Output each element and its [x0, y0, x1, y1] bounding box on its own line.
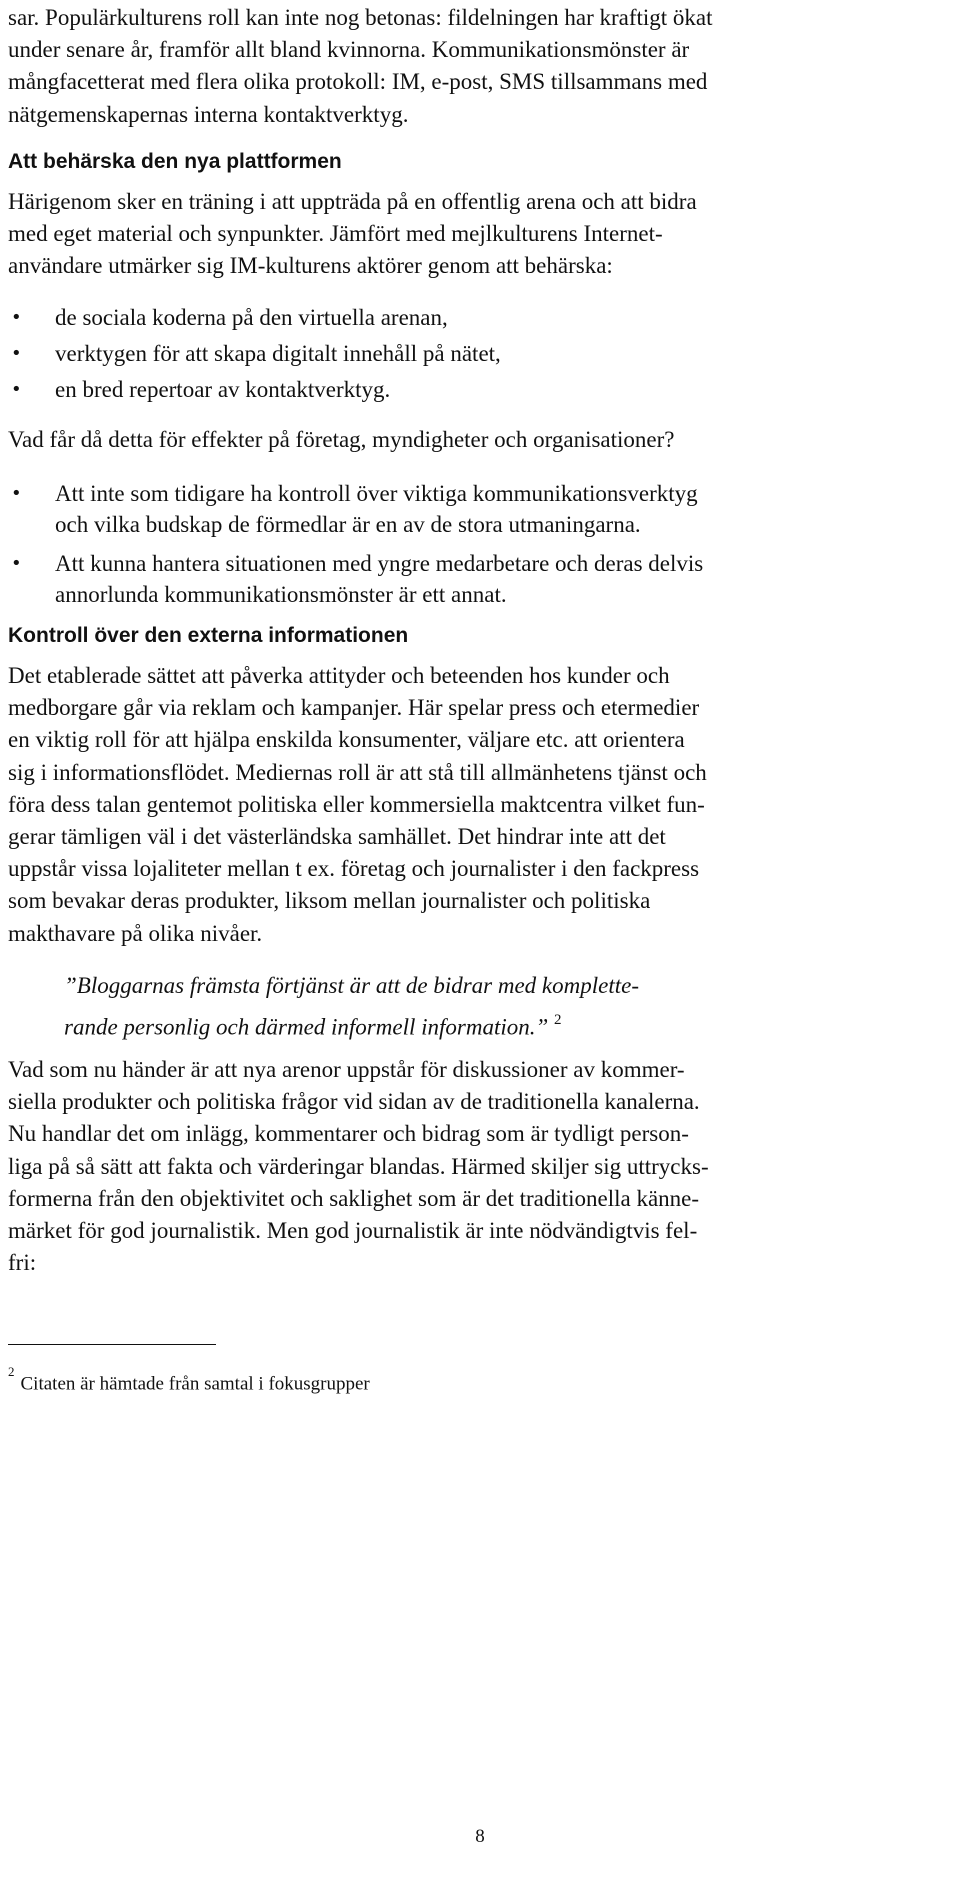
text-line: formerna från den objektivitet och saklighet som är det traditionella känne- [8, 1185, 700, 1211]
footnote [8, 1364, 370, 1395]
bullet-icon: • [11, 483, 22, 504]
text-line: en viktig roll för att hjälpa enskilda konsumenter, väljare etc. att orientera [8, 727, 685, 753]
bullet-icon: • [11, 343, 22, 364]
text-line: uppstår vissa lojaliteter mellan t ex. företag och journalister i den fackpress [8, 856, 700, 882]
text-line: fri: [8, 1250, 37, 1276]
text-line: som bevakar deras produkter, liksom mellan journalister och politiska [8, 888, 651, 914]
closing-paragraph [8, 1054, 952, 1279]
bullet-icon: • [11, 379, 22, 400]
section1-paragraph [8, 186, 952, 283]
text-line: sig i informationsflödet. Mediernas roll är att stå till allmänhetens tjänst och [8, 759, 707, 785]
question-line: Vad får då detta för effekter på företag, myndigheter och organisationer? [8, 427, 675, 452]
text-line: nätgemenskapernas interna kontaktverktyg. [8, 101, 409, 127]
text-line: mångfacetterat med flera olika protokoll: IM, e-post, SMS tillsammans med [8, 69, 708, 95]
text-line: sar. Populärkulturens roll kan inte nog betonas: fildelningen har kraftigt ökat [8, 5, 713, 30]
text-line: Nu handlar det om inlägg, kommentarer och bidrag som är tydligt person- [8, 1121, 689, 1147]
text-line: gerar tämligen väl i det västerländska samhället. Det hindrar inte att det [8, 824, 666, 850]
pull-quote [64, 968, 884, 1046]
section-heading-plattformen: Att behärska den nya plattformen [8, 150, 342, 173]
bullet-icon: • [11, 307, 22, 328]
effects-bullet-list [8, 478, 952, 618]
list-item: • en bred repertoar av kontaktverktyg. [8, 372, 952, 408]
section2-paragraph [8, 660, 952, 950]
text-line: Vad som nu händer är att nya arenor uppstår för diskussioner av kommer- [8, 1057, 685, 1082]
footnote-text: Citaten är hämtade från samtal i fokusgrupper [20, 1373, 370, 1395]
intro-paragraph [8, 2, 952, 131]
text-line: siella produkter och politiska frågor vid sidan av de traditionella kanalerna. [8, 1089, 700, 1115]
text-line: föra dess talan gentemot politiska eller kommersiella maktcentra vilket fun- [8, 791, 705, 817]
text-line: liga på så sätt att fakta och värderingar blandas. Härmed skiljer sig uttrycks- [8, 1153, 709, 1179]
quote-line: rande personlig och därmed informell information.” $^2$ [64, 1012, 562, 1040]
list-item: • verktygen för att skapa digitalt innehåll på nätet, [8, 336, 952, 372]
footnote-number: 2 [8, 1364, 15, 1379]
quote-line: ”Bloggarnas främsta förtjänst är att de bidrar med komplette- [64, 973, 639, 998]
list-item: • de sociala koderna på den virtuella arenan, [8, 300, 952, 336]
footnote-divider [8, 1344, 216, 1345]
bullet-icon: • [11, 553, 22, 574]
list-item: • Att inte som tidigare ha kontroll över viktiga kommunikationsverktyg och vilka budskap de förmedlar är en av de stora utmaningarna. [8, 478, 952, 540]
list-item: • Att kunna hantera situationen med yngre medarbetare och deras delvis annorlunda kommunikationsmönster är ett annat. [8, 548, 952, 610]
skills-bullet-list [8, 300, 952, 408]
section-heading-kontroll: Kontroll över den externa informationen [8, 624, 409, 647]
text-line: användare utmärker sig IM-kulturens aktörer genom att behärska: [8, 253, 613, 279]
text-line: märket för god journalistik. Men god journalistik är inte nödvändigtvis fel- [8, 1218, 698, 1244]
text-line: under senare år, framför allt bland kvinnorna. Kommunikationsmönster är [8, 37, 690, 63]
text-line: medborgare går via reklam och kampanjer. Här spelar press och etermedier [8, 695, 700, 721]
text-line: Det etablerade sättet att påverka attityder och beteenden hos kunder och [8, 663, 670, 688]
text-line: med eget material och synpunkter. Jämfört med mejlkulturens Internet- [8, 221, 663, 247]
page-number: 8 [475, 1826, 485, 1847]
footnote-reference: 2 [554, 1012, 562, 1028]
text-line: Härigenom sker en träning i att uppträda på en offentlig arena och att bidra [8, 189, 697, 214]
text-line: makthavare på olika nivåer. [8, 920, 263, 946]
